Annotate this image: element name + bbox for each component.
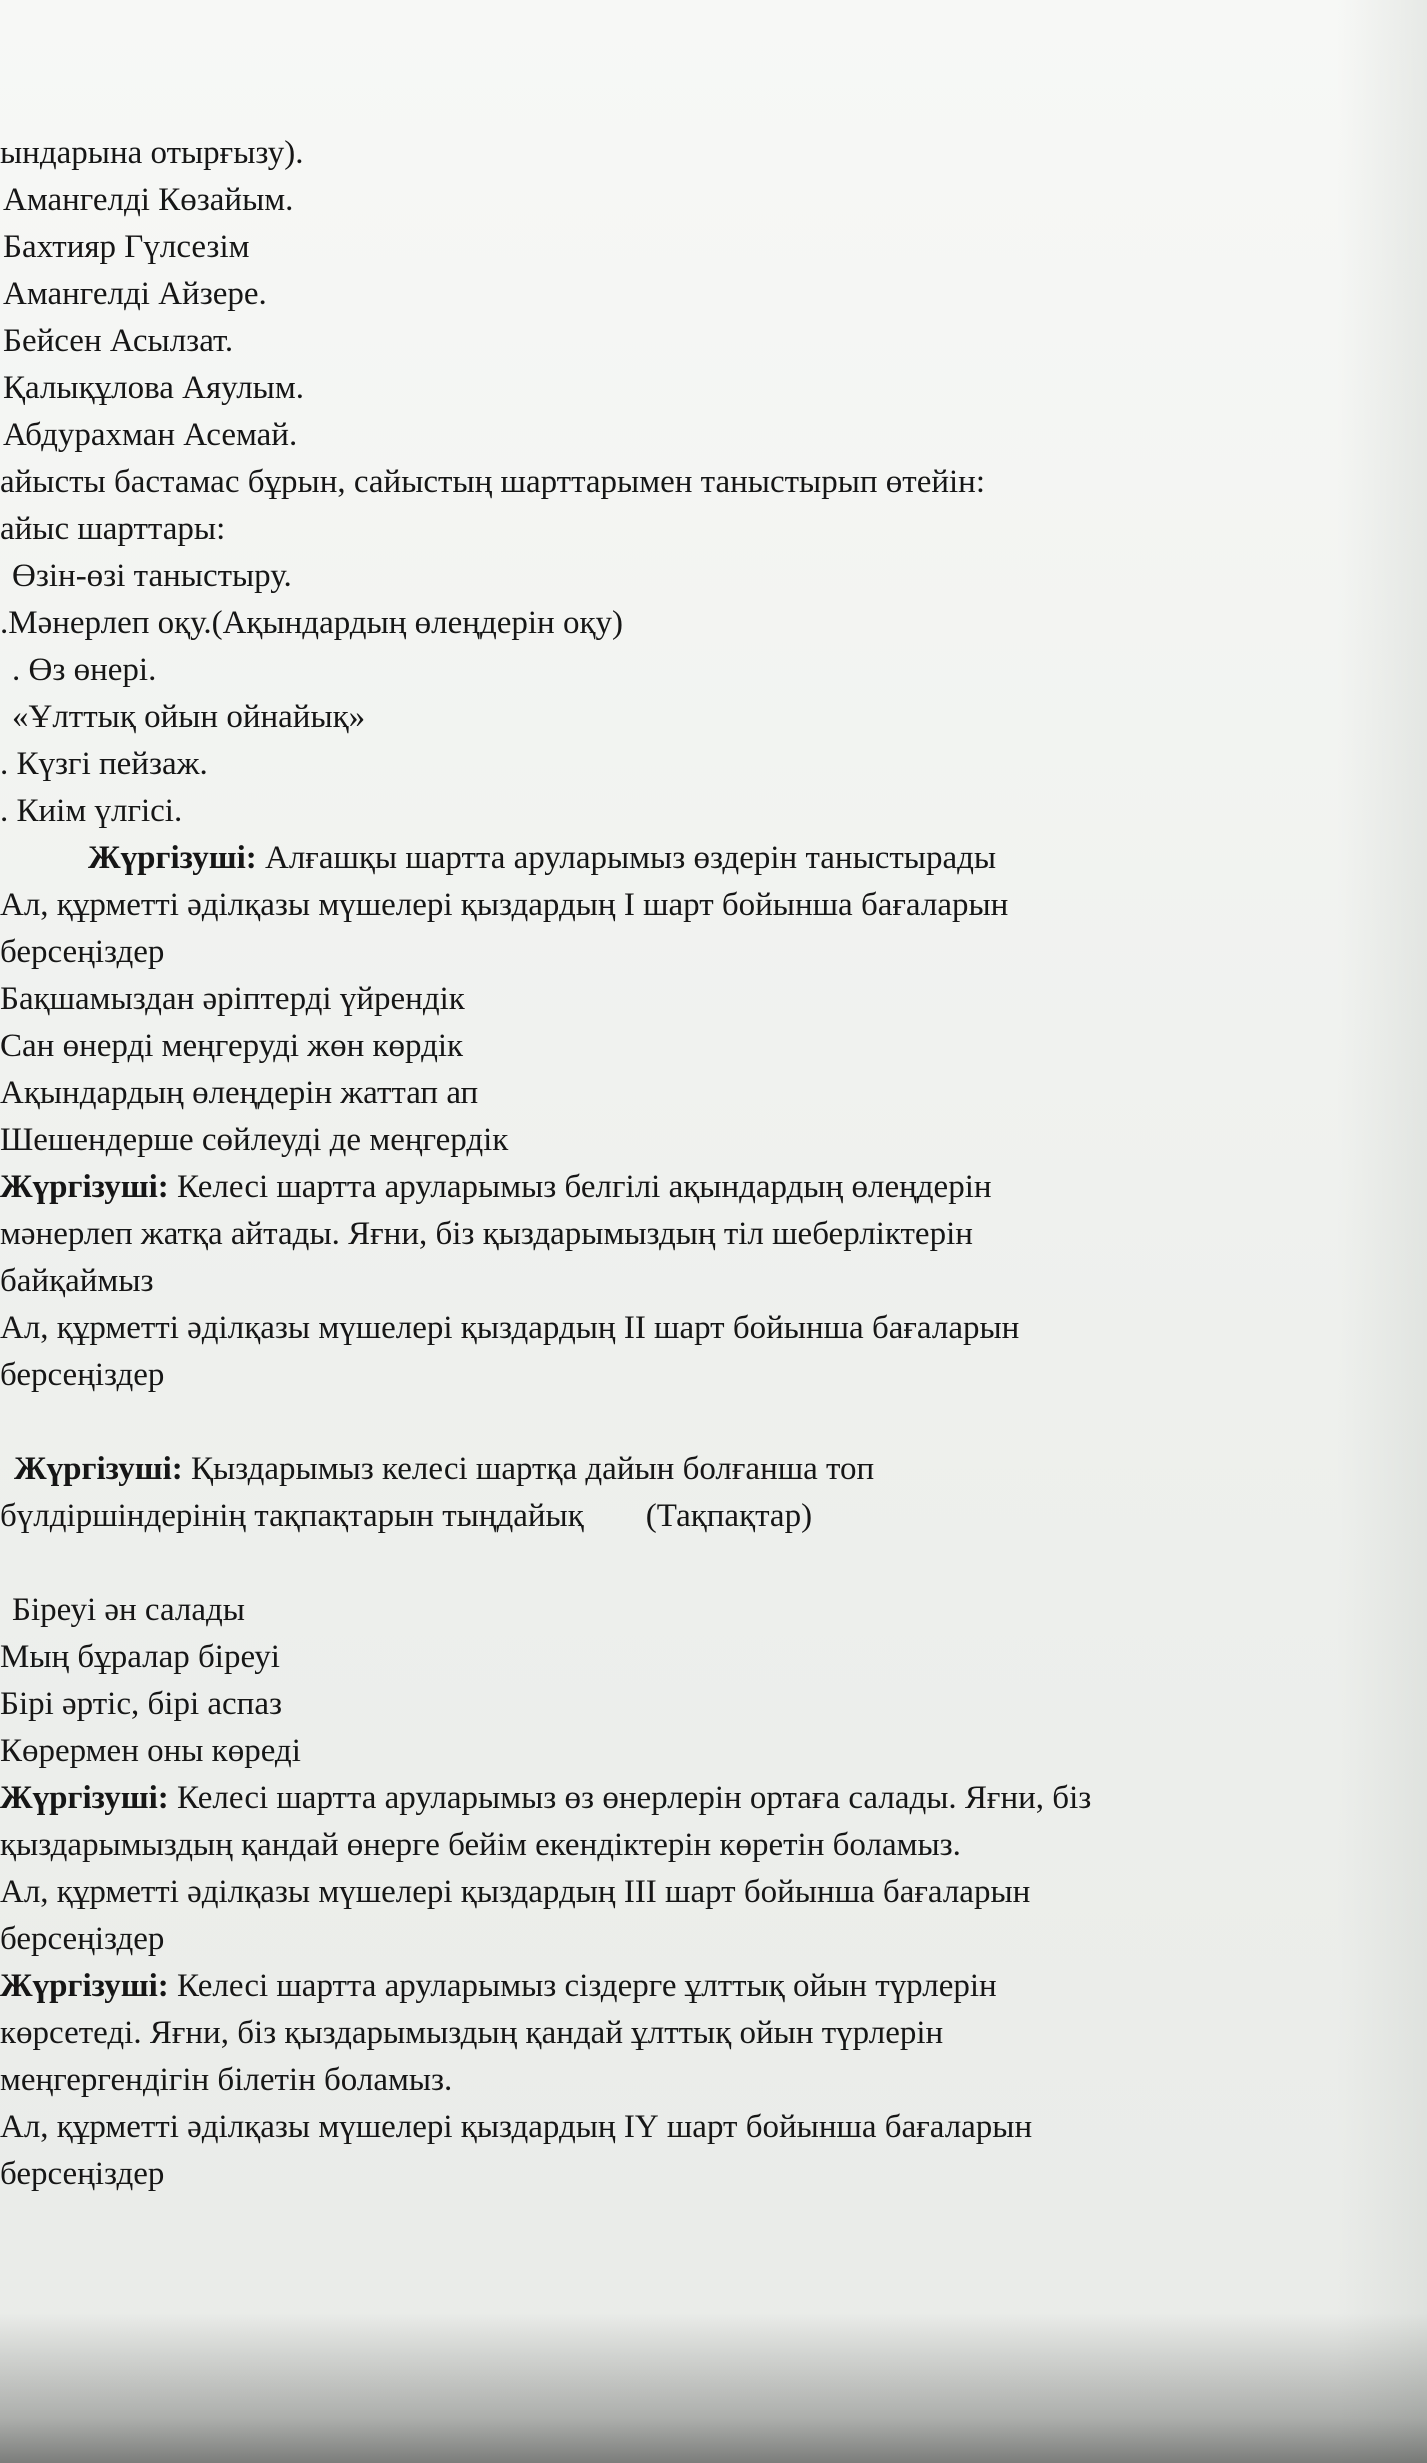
rule-4: «Ұлттық ойын ойнайық» — [12, 699, 366, 735]
host-remark-text: Келесі шартта аруларымыз өз өнерлерін ортаға салады. Яғни, біз — [168, 1780, 1092, 1816]
host-remark-text: Келесі шартта аруларымыз сіздерге ұлттық ойын түрлерін — [168, 1968, 997, 2004]
text-line: Ал, құрметті әділқазы мүшелері қыздардың ІІ шарт бойынша бағаларын — [0, 1310, 1020, 1346]
host-remark-text: Келесі шартта аруларымыз белгілі ақындардың өлеңдерін — [168, 1169, 992, 1205]
poem-line: Шешендерше сөйлеуді де меңгердік — [0, 1122, 509, 1158]
blank-line — [0, 1399, 1395, 1446]
rules-heading: айыс шарттары: — [0, 511, 226, 547]
poem-line: Бақшамыздан әріптерді үйрендік — [0, 981, 465, 1017]
blank-line — [0, 1540, 1395, 1587]
text-line: көрсетеді. Яғни, біз қыздарымыздың қандай ұлттық ойын түрлерін — [0, 2015, 944, 2051]
host-remark-1 — [0, 835, 1395, 882]
text-line: Ал, құрметті әділқазы мүшелері қыздардың І шарт бойынша бағаларын — [0, 887, 1009, 923]
host-remark-2 — [0, 1164, 1395, 1211]
text-line: байқаймыз — [0, 1263, 154, 1299]
host-label: Жүргізуші: — [0, 1780, 169, 1816]
poem-line: Көрермен оны көреді — [0, 1733, 301, 1769]
text-line — [0, 1493, 1395, 1540]
host-label: Жүргізуші: — [0, 1169, 169, 1205]
rule-1: Өзін-өзі таныстыру. — [12, 558, 292, 594]
text-line: берсеңіздер — [0, 934, 165, 970]
text-line: меңгергендігін білетін боламыз. — [0, 2062, 453, 2098]
text-segment: бүлдіршіндерінің тақпақтарын тыңдайық — [0, 1498, 584, 1534]
text-line: қыздарымыздың қандай өнерге бейім екендіктерін көретін боламыз. — [0, 1827, 961, 1863]
rule-3: . Өз өнері. — [12, 652, 157, 688]
text-line: Ал, құрметті әділқазы мүшелері қыздардың ІІІ шарт бойынша бағаларын — [0, 1874, 1031, 1910]
host-remark-5 — [0, 1963, 1395, 2010]
poem-line: Ақындардың өлеңдерін жаттап ап — [0, 1075, 479, 1111]
text-line: ындарына отырғызу). — [0, 135, 304, 171]
text-line: мәнерлеп жатқа айтады. Яғни, біз қыздарымыздың тіл шеберліктерін — [0, 1216, 973, 1252]
text-segment: (Тақпақтар) — [645, 1498, 813, 1534]
intro-line: айысты бастамас бұрын, сайыстың шарттарымен таныстырып өтейін: — [0, 464, 986, 500]
host-remark-text: Қыздарымыз келесі шартқа дайын болғанша топ — [182, 1451, 875, 1487]
text-line: Ал, құрметті әділқазы мүшелері қыздардың ІҮ шарт бойынша бағаларын — [0, 2109, 1033, 2145]
rule-6: . Киім үлгісі. — [0, 793, 183, 829]
poem-line: Бірі әртіс, бірі аспаз — [0, 1686, 282, 1722]
participant-4: Бейсен Асылзат. — [3, 323, 234, 359]
document-text — [0, 130, 1395, 2198]
poem-line: Біреуі ән салады — [12, 1592, 245, 1628]
host-remark-3 — [0, 1446, 1395, 1493]
rule-5: . Күзгі пейзаж. — [0, 746, 208, 782]
host-label: Жүргізуші: — [14, 1451, 183, 1487]
participant-3: Амангелді Айзере. — [3, 276, 267, 312]
participant-5: Қалықұлова Аяулым. — [3, 370, 304, 406]
host-remark-text: Алғашқы шартта аруларымыз өздерін таныстырады — [256, 840, 997, 876]
participant-1: Амангелді Көзайым. — [3, 182, 294, 218]
text-line: берсеңіздер — [0, 1357, 165, 1393]
participant-6: Абдурахман Асемай. — [3, 417, 298, 453]
participant-2: Бахтияр Гүлсезім — [3, 229, 250, 265]
poem-line: Сан өнерді меңгеруді жөн көрдік — [0, 1028, 464, 1064]
page-bottom-shadow — [0, 2313, 1427, 2463]
poem-line: Мың бұралар біреуі — [0, 1639, 280, 1675]
text-line: берсеңіздер — [0, 1921, 165, 1957]
text-line: берсеңіздер — [0, 2156, 165, 2192]
rule-2: .Мәнерлеп оқу.(Ақындардың өлеңдерін оқу) — [0, 605, 623, 641]
host-remark-4 — [0, 1775, 1395, 1822]
host-label: Жүргізуші: — [0, 1968, 169, 2004]
host-label: Жүргізуші: — [88, 840, 257, 876]
